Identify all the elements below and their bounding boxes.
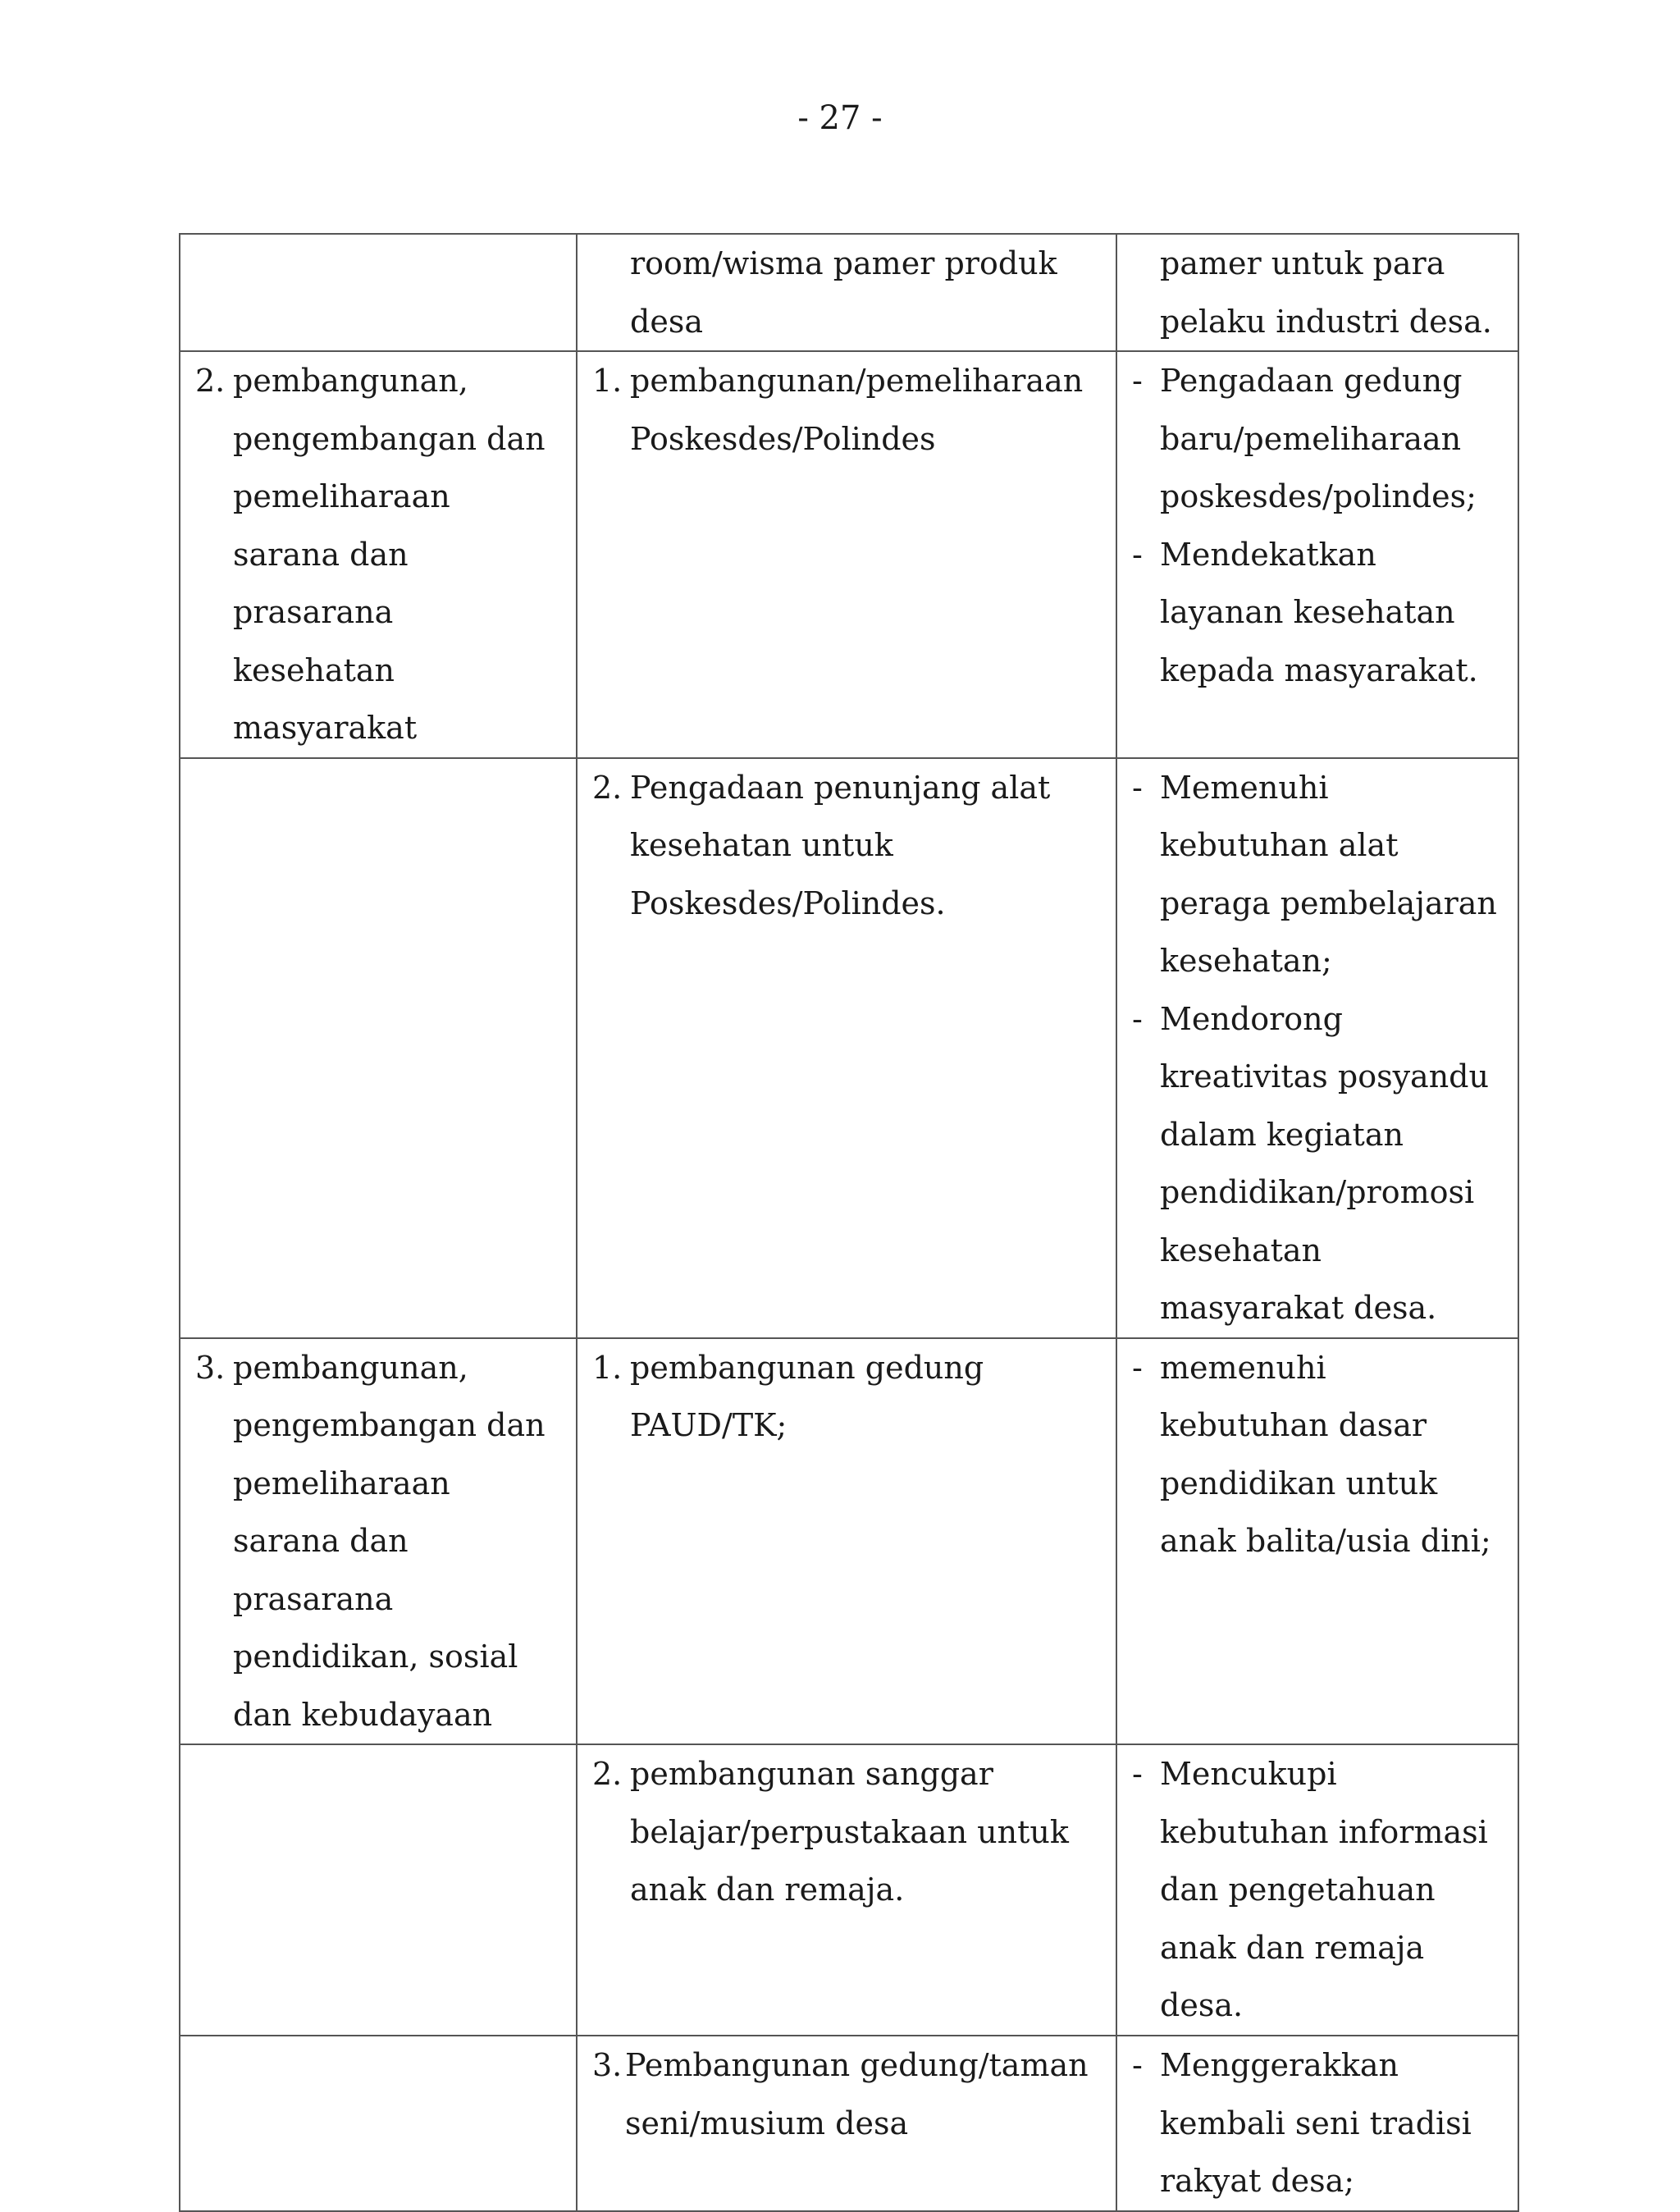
kegiatan-text: Pengadaan penunjang alat kesehatan untuk Poskesdes/Polindes. — [630, 769, 1051, 921]
bullet-dash: - — [1132, 769, 1143, 806]
tujuan-bullet — [1132, 2036, 1503, 2210]
tujuan-bullet — [1132, 352, 1503, 526]
bullet-dash: - — [1132, 363, 1143, 399]
bullet-dash: - — [1132, 1000, 1143, 1037]
tujuan-bullet — [1132, 1339, 1503, 1570]
tujuan-bullet — [1132, 526, 1503, 700]
table-cell-bidang — [180, 1338, 577, 1745]
table-cell-kegiatan — [577, 1744, 1116, 2036]
table-cell-tujuan — [1116, 2036, 1518, 2211]
table-row — [180, 1338, 1518, 1745]
table-cell-tujuan — [1116, 1338, 1518, 1745]
tujuan-text: memenuhi kebutuhan dasar pendidikan untuk anak balita/usia dini; — [1160, 1349, 1491, 1559]
tujuan-text: Mendekatkan layanan kesehatan kepada masyarakat. — [1160, 536, 1478, 688]
kegiatan-item — [592, 759, 1101, 933]
bullet-dash: - — [1132, 2047, 1143, 2083]
table-cell-kegiatan — [577, 234, 1116, 351]
tujuan-bullet — [1132, 1745, 1503, 2035]
bidang-item — [195, 352, 561, 757]
table-cell-bidang — [180, 1744, 577, 2036]
bidang-text: pembangunan, pengembangan dan pemeliharaan sarana dan prasarana pendidikan, sosial dan kebudayaan — [233, 1349, 546, 1733]
kegiatan-item — [592, 1745, 1101, 1919]
item-number: 2. — [592, 1756, 623, 1792]
tujuan-text: Pengadaan gedung baru/pemeliharaan poskesdes/polindes; — [1160, 363, 1477, 514]
tujuan-text: Menggerakkan kembali seni tradisi rakyat desa; — [1160, 2047, 1472, 2199]
kegiatan-continuation-text: room/wisma pamer produk desa — [630, 245, 1057, 340]
tujuan-text: Mencukupi kebutuhan informasi dan pengetahuan anak dan remaja desa. — [1160, 1756, 1488, 2023]
kegiatan-item — [592, 2036, 1101, 2152]
table-cell-bidang — [180, 2036, 577, 2211]
table-cell-tujuan — [1116, 234, 1518, 351]
tujuan-text: Mendorong kreativitas posyandu dalam kegiatan pendidikan/promosi kesehatan masyarakat desa. — [1160, 1000, 1489, 1326]
item-number: 3. — [195, 1349, 226, 1386]
tujuan-text: Memenuhi kebutuhan alat peraga pembelajaran kesehatan; — [1160, 769, 1497, 979]
page-number: - 27 - — [797, 99, 883, 137]
table-cell-tujuan — [1116, 758, 1518, 1338]
tujuan-bullet — [1132, 990, 1503, 1337]
item-number: 2. — [195, 363, 226, 399]
table-row — [180, 351, 1518, 758]
kegiatan-text: pembangunan gedung PAUD/TK; — [630, 1349, 984, 1443]
table-row — [180, 1744, 1518, 2036]
tujuan-continuation-text: pamer untuk para pelaku industri desa. — [1160, 245, 1492, 340]
table-cell-tujuan — [1116, 351, 1518, 758]
bullet-dash: - — [1132, 536, 1143, 573]
table-row — [180, 2036, 1518, 2211]
table-cell-bidang — [180, 758, 577, 1338]
item-number: 2. — [592, 769, 623, 806]
bidang-text: pembangunan, pengembangan dan pemeliharaan sarana dan prasarana kesehatan masyarakat — [233, 363, 546, 746]
item-number: 1. — [592, 363, 623, 399]
program-table — [179, 233, 1519, 2212]
table-cell-kegiatan — [577, 2036, 1116, 2211]
kegiatan-item — [592, 352, 1101, 468]
tujuan-bullet — [1132, 759, 1503, 990]
kegiatan-text: pembangunan/pemeliharaan Poskesdes/Polindes — [630, 363, 1084, 457]
kegiatan-text: Pembangunan gedung/taman seni/musium desa — [625, 2047, 1089, 2141]
table-cell-tujuan — [1116, 1744, 1518, 2036]
item-number: 3. — [592, 2047, 623, 2083]
bullet-dash: - — [1132, 1349, 1143, 1386]
table-cell-kegiatan — [577, 351, 1116, 758]
kegiatan-item — [592, 1339, 1101, 1455]
table-cell-bidang — [180, 351, 577, 758]
table-row — [180, 758, 1518, 1338]
bullet-dash: - — [1132, 1756, 1143, 1792]
table-cell-kegiatan — [577, 758, 1116, 1338]
table-cell-bidang — [180, 234, 577, 351]
table-cell-kegiatan — [577, 1338, 1116, 1745]
kegiatan-text: pembangunan sanggar belajar/perpustakaan untuk anak dan remaja. — [630, 1756, 1069, 1908]
bidang-item — [195, 1339, 561, 1744]
table-row — [180, 234, 1518, 351]
item-number: 1. — [592, 1349, 623, 1386]
